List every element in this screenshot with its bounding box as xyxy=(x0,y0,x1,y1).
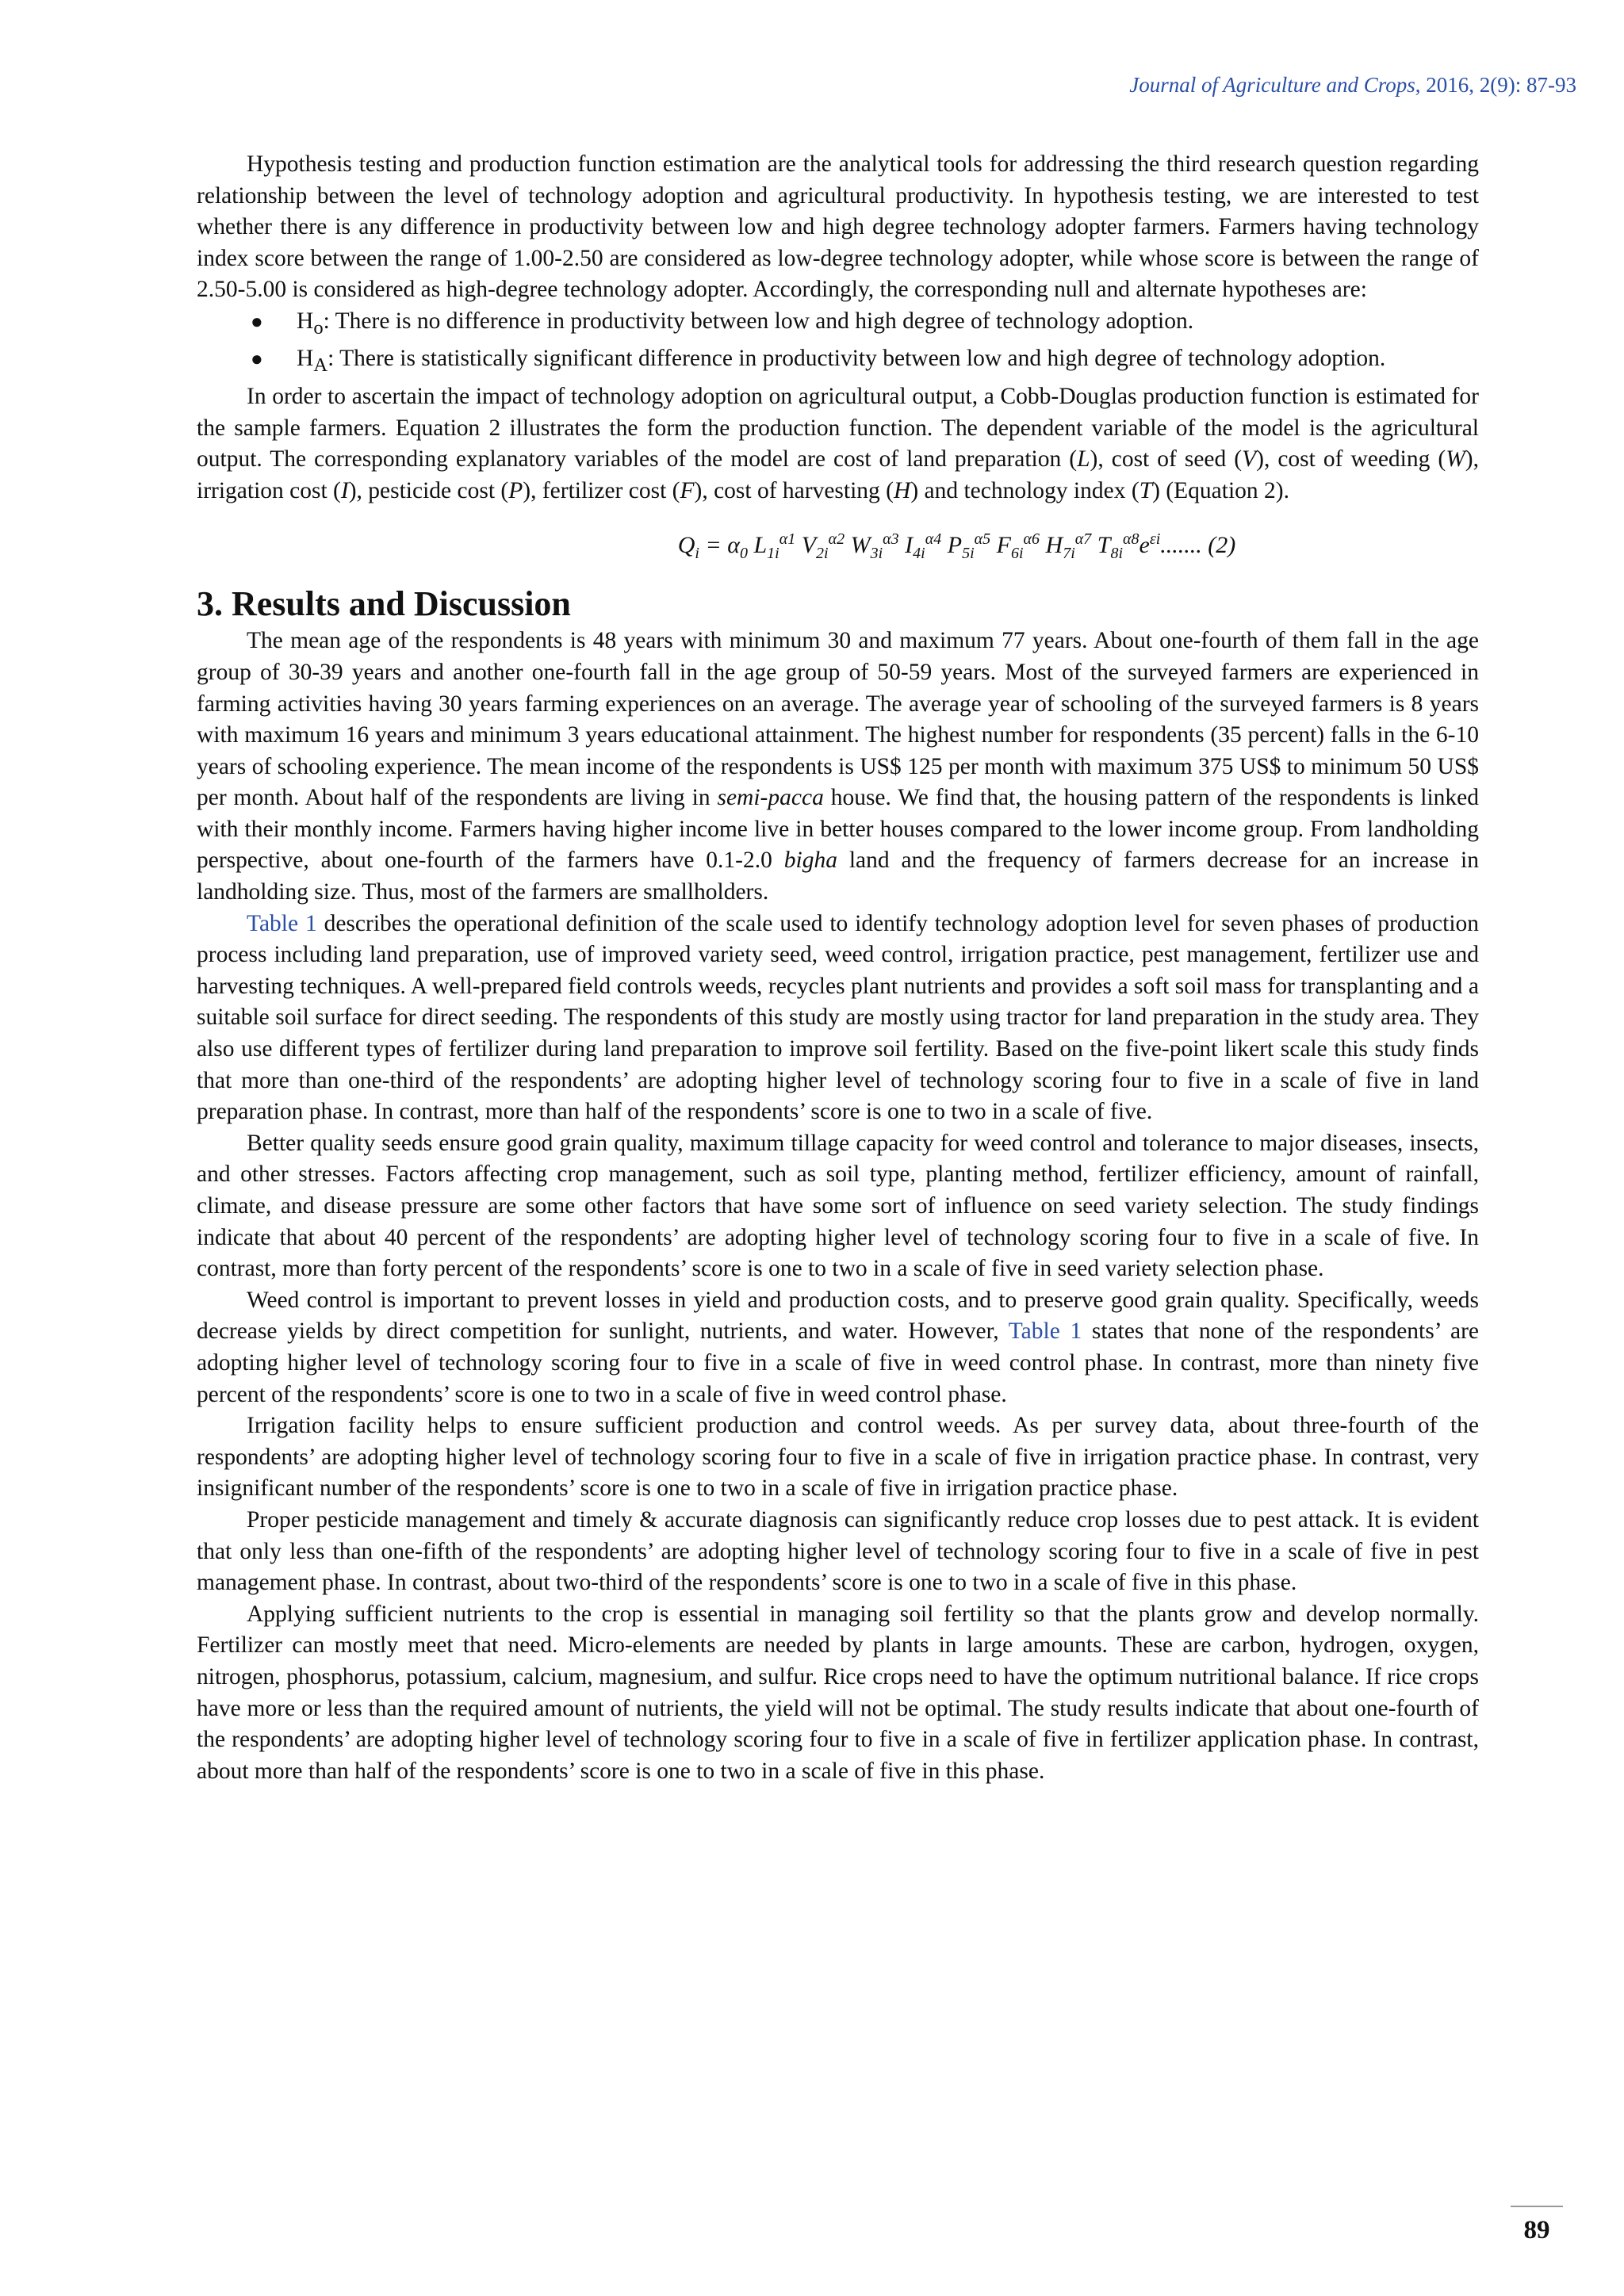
paragraph-weed-control: Weed control is important to prevent losses in yield and production costs, and to preserve good grain quality. Specifically, weeds decrease yields by direct competition for sunlight, nutrients, and water. However, Table 1 states that none of the respondents’ are adopting higher level of technology scoring four to five in a scale of five in weed control phase. In contrast, more than ninety five percent of the respondents’ score is one to two in a scale of five in weed control phase. xyxy=(197,1287,1480,1407)
journal-citation: , 2016, 2(9): 87-93 xyxy=(1415,73,1576,97)
running-header xyxy=(793,73,1576,98)
bullet-icon: ● xyxy=(251,347,263,371)
paragraph-seeds: Better quality seeds ensure good grain quality, maximum tillage capacity for weed control and tolerance to major diseases, insects, and other stresses. Factors affecting crop management, such as soil type, planting method, fertilizer efficiency, amount of rainfall, climate, and disease pressure are some other factors that have some sort of influence on seed variety selection. The study findings indicate that about 40 percent of the respondents’ are adopting higher level of technology scoring four to five in a scale of five. In contrast, more than forty percent of the respondents’ score is one to two in a scale of five in seed variety selection phase. xyxy=(197,1130,1479,1282)
section-heading: 3. Results and Discussion xyxy=(197,584,571,624)
null-hypothesis: ● $H_o$: There is no difference in productivity between low and high degree of technology adoption. xyxy=(197,306,1479,343)
paragraph-table1: Table 1 describes the operational definition of the scale used to identify technology adoption level for seven phases of production process including land preparation, use of improved variety seed, weed control, irrigation practice, pest management, fertilizer use and harvesting techniques. A well-prepared field controls weeds, recycles plant nutrients and provides a soft soil mass for transplanting and a suitable soil surface for direct seeding. The respondents of this study are mostly using tractor for land preparation in the study area. They also use different types of fertilizer during land preparation to improve soil fertility. Based on the five-point likert scale this study finds that more than one-third of the respondents’ are adopting higher level of technology scoring four to five in a scale of five in land preparation phase. In contrast, more than half of the respondents’ score is one to two in a scale of five. xyxy=(197,910,1480,1125)
paragraph-hypothesis-intro: Hypothesis testing and production function estimation are the analytical tools for addressing the third research question regarding relationship between the level of technology adoption and agricultural productivity. In hypothesis testing, we are interested to test whether there is any difference in productivity between low and high degree technology adopter farmers. Farmers having technology index score between the range of 1.00-2.50 are considered as low-degree technology adopter, while whose score is between the range of 2.50-5.00 is considered as high-degree technology adopter. Accordingly, the corresponding null and alternate hypotheses are: xyxy=(197,151,1479,303)
journal-name[interactable]: Journal of Agriculture and Crops xyxy=(1129,73,1415,97)
table-1-link[interactable]: Table 1 xyxy=(1008,1318,1082,1345)
paragraph-irrigation: Irrigation facility helps to ensure sufficient production and control weeds. As per survey data, about three-fourth of the respondents’ are adopting higher level of technology scoring four to five in a scale of five in irrigation practice phase. In contrast, very insignificant number of the respondents’ score is one to two in a scale of five in irrigation practice phase. xyxy=(197,1413,1479,1502)
paragraph-demographics: The mean age of the respondents is 48 years with minimum 30 and maximum 77 years. About one-fourth of them fall in the age group of 30-39 years and another one-fourth fall in the age group of 50-59 years. Most of the surveyed farmers are experienced in farming activities having 30 years farming experiences on an average. The average year of schooling of the surveyed farmers is 8 years with maximum 16 years and minimum 3 years educational attainment. The highest number for respondents (35 percent) falls in the 6-10 years of schooling experience. The mean income of the respondents is US$ 125 per month with maximum 375 US$ to minimum 50 US$ per month. About half of the respondents are living in semi-pacca house. We find that, the housing pattern of the respondents is linked with their monthly income. Farmers having higher income live in better houses compared to the lower income group. From landholding perspective, about one-fourth of the farmers have 0.1-2.0 bigha land and the frequency of farmers decrease for an increase in landholding size. Thus, most of the farmers are smallholders. xyxy=(197,628,1479,905)
footer-rule xyxy=(1511,2206,1563,2207)
hypotheses-list xyxy=(197,306,1479,381)
article-body xyxy=(197,149,1479,1787)
bullet-icon: ● xyxy=(251,309,263,333)
equation-2: $Q_i = \alpha_0$ $L_{1i}^{\alpha 1}$ $V_{2i}^{\alpha 2}$ $W_{3i}^{\alpha 3}$ $I_{4i}^{\alpha 4}$ $P_{5i}^{\alpha 5}$ $F_{6i}^{\alpha 6}$ $H_{7i}^{\alpha 7}$ $T_{8i}^{\alpha 8}e^{\varepsilon i}$....... (2) xyxy=(677,530,1236,563)
alternate-hypothesis: ● $H_A$: There is statistically significant difference in productivity between low and high degree of technology adoption. xyxy=(197,343,1479,381)
paragraph-fertilizer: Applying sufficient nutrients to the crop is essential in managing soil fertility so that the plants grow and develop normally. Fertilizer can mostly meet that need. Micro-elements are needed by plants in large amounts. These are carbon, hydrogen, oxygen, nitrogen, phosphorus, potassium, calcium, magnesium, and sulfur. Rice crops need to have the optimum nutritional balance. If rice crops have more or less than the required amount of nutrients, the yield will not be optimal. The study results indicate that about one-fourth of the respondents’ are adopting higher level of technology scoring four to five in a scale of five in fertilizer application phase. In contrast, about more than half of the respondents’ score is one to two in a scale of five in this phase. xyxy=(197,1601,1479,1784)
table-1-link[interactable]: Table 1 xyxy=(247,910,317,936)
page-number: 89 xyxy=(1523,2216,1550,2244)
paragraph-cobb-douglas: In order to ascertain the impact of technology adoption on agricultural output, a Cobb-Douglas production function is estimated for the sample farmers. Equation 2 illustrates the form the production function. The dependent variable of the model is the agricultural output. The corresponding explanatory variables of the model are cost of land preparation (L), cost of seed (V), cost of weeding (W), irrigation cost (I), pesticide cost (P), fertilizer cost (F), cost of harvesting (H) and technology index (T) (Equation 2). xyxy=(197,383,1479,503)
paragraph-pest: Proper pesticide management and timely & accurate diagnosis can significantly reduce crop losses due to pest attack. It is evident that only less than one-fifth of the respondents’ are adopting higher level of technology scoring four to five in a scale of five in pest management phase. In contrast, about two-third of the respondents’ score is one to two in a scale of five in this phase. xyxy=(197,1506,1479,1596)
